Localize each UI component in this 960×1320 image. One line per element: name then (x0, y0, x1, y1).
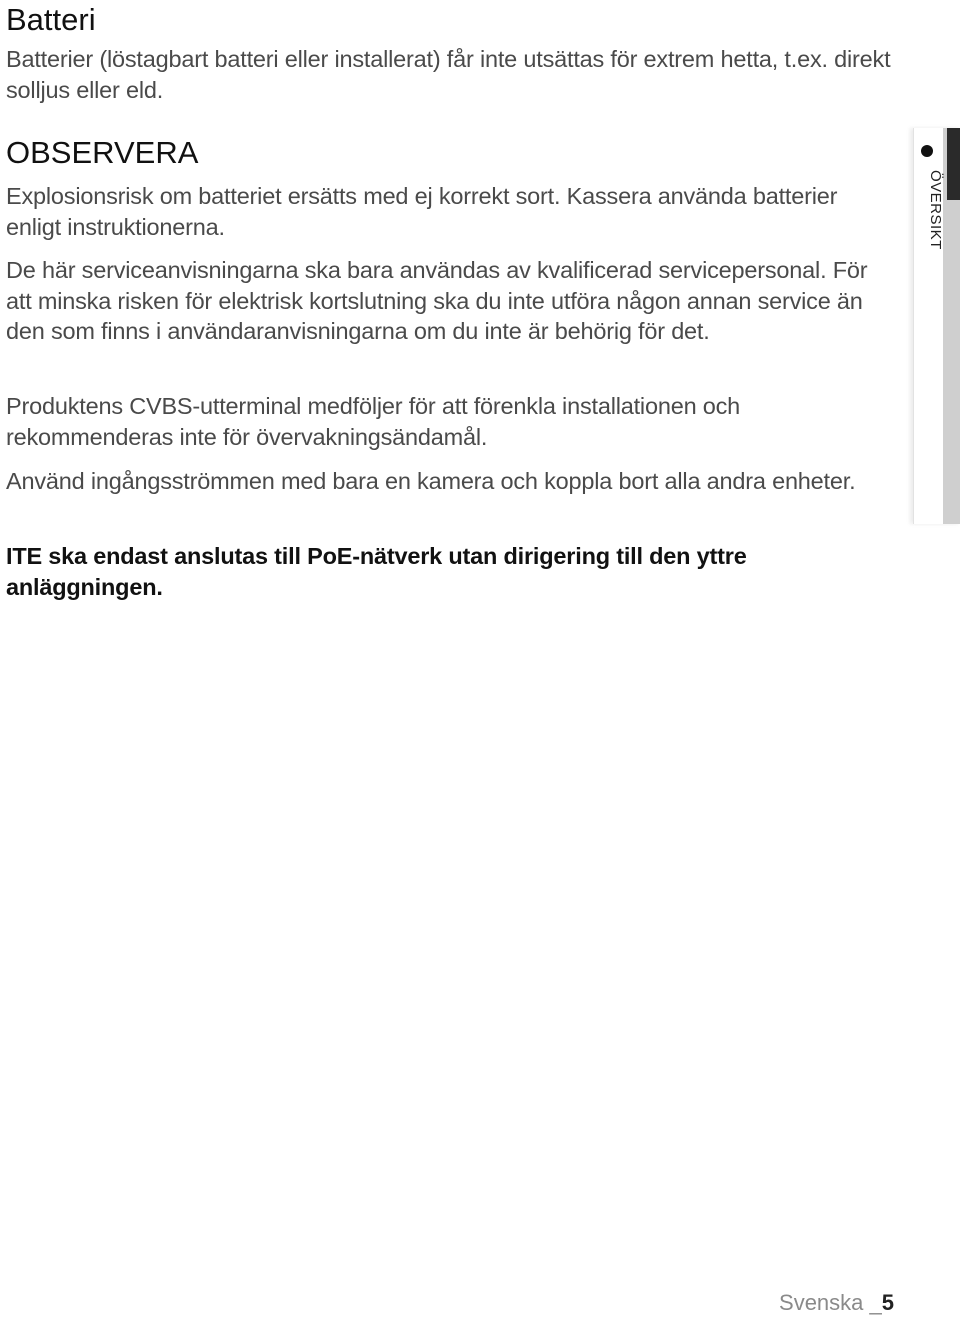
camera-paragraph: Använd ingångsströmmen med bara en kamera och koppla bort alla andra enheter. (6, 468, 856, 494)
batteri-heading: Batteri (6, 2, 96, 37)
side-tab-label: ÖVERSIKT (927, 170, 944, 250)
page-number: 5 (881, 1290, 894, 1315)
ite-paragraph: ITE ska endast anslutas till PoE-nätverk utan dirigering till den yttre anläggningen. (6, 543, 747, 600)
batteri-paragraph: Batterier (löstagbart batteri eller installerat) får inte utsättas för extrem hetta, t.ex. direkt solljus eller eld. (6, 46, 891, 103)
cvbs-paragraph: Produktens CVBS-utterminal medföljer för att förenkla installationen och rekommenderas inte för övervakningsändamål. (6, 393, 741, 450)
bullet-dot-icon (921, 145, 933, 157)
service-paragraph: De här serviceanvisningarna ska bara användas av kvalificerad servicepersonal. För att minska risken för elektrisk kortslutning ska du inte utföra någon annan service än den som finns i användaranvisningarna om du inte är behörig för det. (6, 257, 868, 344)
page-footer (779, 1290, 894, 1316)
observera-paragraph: Explosionsrisk om batteriet ersätts med ej korrekt sort. Kassera använda batterier enligt instruktionerna. (6, 183, 838, 240)
observera-heading: OBSERVERA (6, 135, 199, 170)
side-tab-marker (947, 128, 960, 200)
footer-language: Svenska _ (779, 1290, 882, 1315)
